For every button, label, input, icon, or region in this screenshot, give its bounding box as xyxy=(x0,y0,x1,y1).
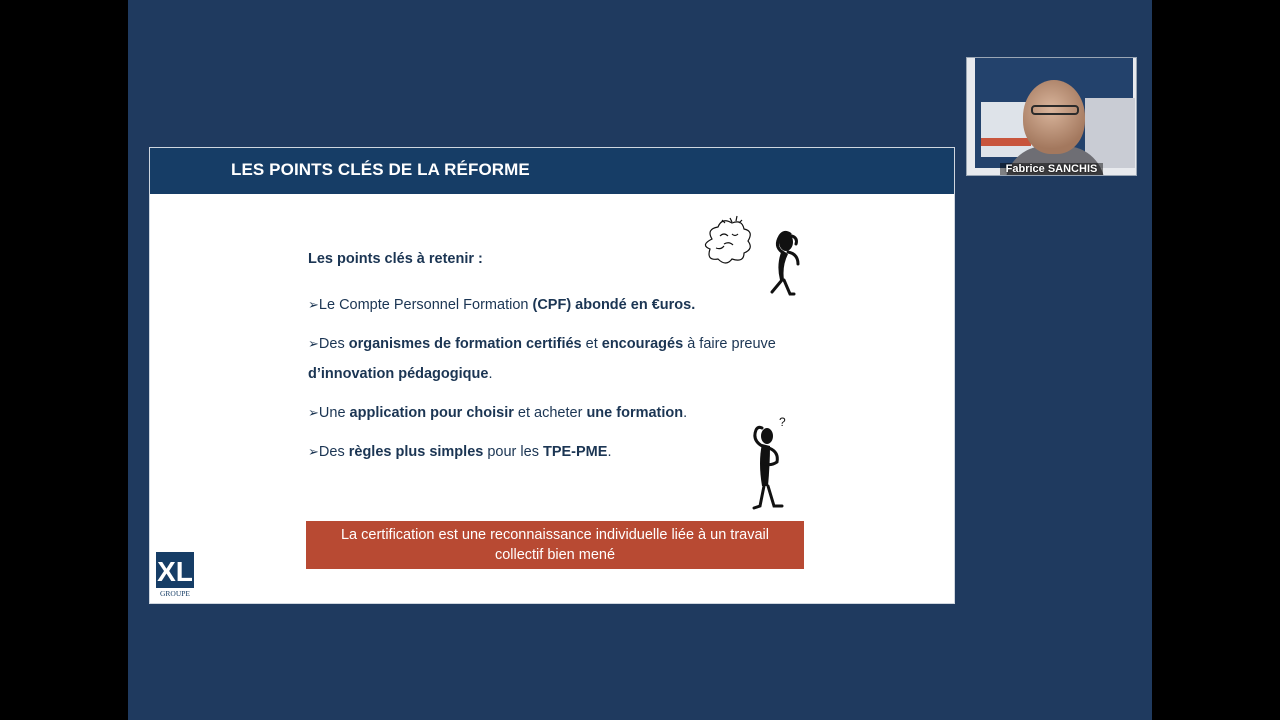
presenter-name-label xyxy=(967,162,1136,176)
bullet-text: Des xyxy=(318,444,349,460)
bullet-arrow-icon: ➢ xyxy=(308,297,319,312)
bullet-bold-text: règles plus simples xyxy=(348,444,484,460)
presenter-glasses xyxy=(1031,105,1079,115)
meeting-stage xyxy=(128,0,1152,720)
bullet-bold-text: application pour choisir xyxy=(349,405,514,421)
bullet-text: Des xyxy=(318,336,349,352)
bullet-arrow-icon: ➢ xyxy=(308,336,319,351)
bullet-bold-text: (CPF) abondé en €uros. xyxy=(532,297,696,313)
logo-subtext: GROUPE xyxy=(159,589,191,598)
logo-text: XL xyxy=(157,556,193,587)
bullet-text: . xyxy=(488,366,493,382)
slide-title: LES POINTS CLÉS DE LA RÉFORME xyxy=(231,160,530,179)
slide-header xyxy=(150,148,954,194)
slide-intro: Les points clés à retenir : xyxy=(308,251,483,267)
bullet-text: Une xyxy=(318,405,350,421)
presenter-name: Fabrice SANCHIS xyxy=(1000,163,1104,175)
bullet-text: à faire preuve xyxy=(683,336,776,352)
stressed-figure-icon xyxy=(702,214,812,296)
bullet-text: et acheter xyxy=(513,405,587,421)
bullet-text: . xyxy=(607,444,612,460)
xl-groupe-logo xyxy=(156,552,194,598)
bullet-text: et xyxy=(581,336,602,352)
thinking-figure-icon xyxy=(745,414,801,510)
bullet-list xyxy=(308,290,808,467)
bullet-bold-text: TPE-PME xyxy=(542,444,608,460)
bullet-arrow-icon: ➢ xyxy=(308,405,319,420)
bullet-text: . xyxy=(683,405,688,421)
bullet-text: Le Compte Personnel Formation xyxy=(318,297,533,313)
presenter-head xyxy=(1023,80,1085,154)
bullet-bold-text: une formation xyxy=(586,405,684,421)
note-line-1: La certification est une reconnaissance individuelle liée à un travail xyxy=(340,527,769,543)
bullet-item xyxy=(308,329,808,389)
note-line-2: collectif bien mené xyxy=(494,547,616,563)
bullet-bold-text: organismes de formation certifiés xyxy=(348,336,582,352)
svg-text:?: ? xyxy=(779,415,786,429)
presentation-slide xyxy=(150,148,954,603)
video-background-stripe xyxy=(981,138,1031,146)
bullet-item xyxy=(308,398,808,428)
presenter-video-tile[interactable] xyxy=(966,57,1137,176)
bullet-item xyxy=(308,437,808,467)
bullet-bold-text: d’innovation pédagogique xyxy=(308,366,489,382)
bullet-bold-text: encouragés xyxy=(601,336,684,352)
bullet-text: pour les xyxy=(483,444,543,460)
bullet-arrow-icon: ➢ xyxy=(308,444,319,459)
certification-note xyxy=(306,521,804,569)
